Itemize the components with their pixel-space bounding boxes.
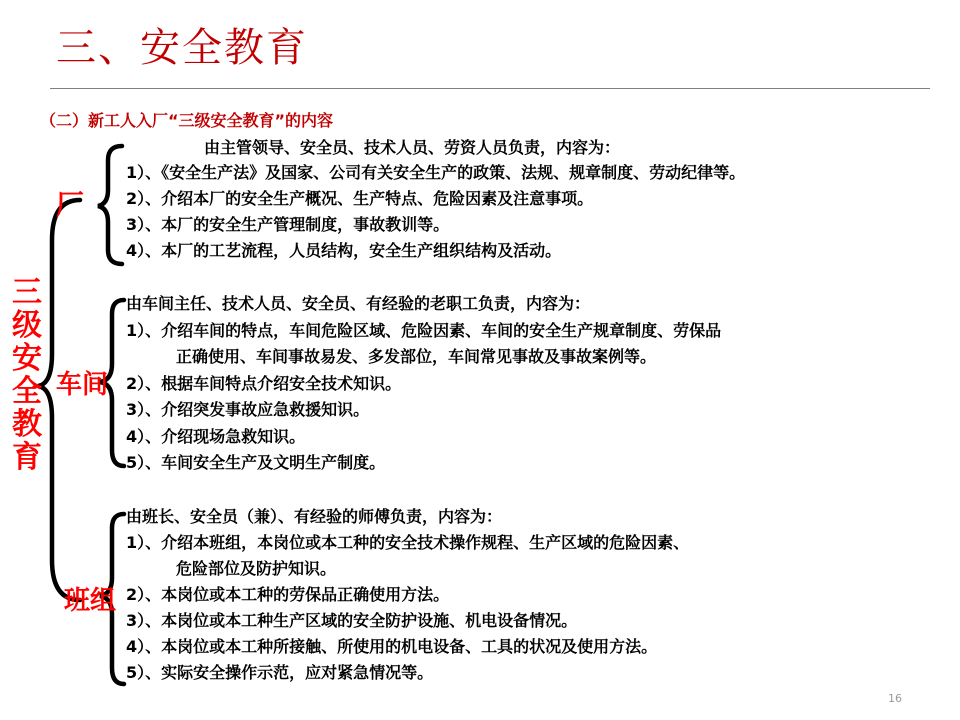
main-label-char: 教 [12, 407, 42, 442]
chejian-item: 3）、介绍突发事故应急救援知识。 [126, 400, 370, 419]
chejian-item: 1）、介绍车间的特点，车间危险区域、危险因素、车间的安全生产规章制度、劳保品 [126, 321, 722, 340]
chejian-item: 2）、根据车间特点介绍安全技术知识。 [126, 374, 402, 393]
team-level-label: 班组 [64, 586, 117, 616]
chang-intro: 由主管领导、安全员、技术人员、劳资人员负责，内容为： [204, 138, 621, 157]
three-level-label [10, 276, 44, 474]
chang-item: 2）、介绍本厂的安全生产概况、生产特点、危险因素及注意事项。 [126, 189, 594, 208]
main-label-char: 育 [12, 440, 42, 475]
banzu-item: 1）、介绍本班组，本岗位或本工种的安全技术操作规程、生产区域的危险因素、 [126, 533, 690, 552]
chejian-intro: 由车间主任、技术人员、安全员、有经验的老职工负责，内容为： [126, 294, 591, 313]
main-label-char: 安 [12, 341, 42, 376]
banzu-item: 危险部位及防护知识。 [176, 559, 337, 578]
title-divider [50, 88, 930, 89]
page-number: 16 [888, 692, 902, 705]
main-label-char: 全 [12, 374, 42, 409]
main-label-char: 三 [12, 275, 42, 310]
chang-brace [98, 146, 122, 264]
chang-item: 4）、本厂的工艺流程，人员结构，安全生产组织结构及活动。 [126, 241, 562, 260]
banzu-item: 4）、本岗位或本工种所接触、所使用的机电设备、工具的状况及使用方法。 [126, 637, 658, 656]
banzu-item: 5）、实际安全操作示范，应对紧急情况等。 [126, 663, 434, 682]
chejian-item: 5）、车间安全生产及文明生产制度。 [126, 453, 386, 472]
slide-subtitle: （二）新工人入厂“三级安全教育”的内容 [40, 111, 334, 130]
slide-title: 三、安全教育 [56, 25, 308, 71]
chejian-item: 正确使用、车间事故易发、多发部位，车间常见事故及事故案例等。 [176, 347, 657, 366]
main-label-char: 级 [12, 308, 42, 343]
workshop-level-label: 车间 [56, 370, 109, 400]
factory-level-label: 厂 [56, 188, 85, 221]
banzu-item: 2）、本岗位或本工种的劳保品正确使用方法。 [126, 585, 450, 604]
banzu-intro: 由班长、安全员（兼）、有经验的师傅负责，内容为： [126, 507, 503, 526]
chejian-item: 4）、介绍现场急救知识。 [126, 427, 306, 446]
chang-item: 1）、《安全生产法》及国家、公司有关安全生产的政策、法规、规章制度、劳动纪律等。 [126, 163, 746, 182]
chang-item: 3）、本厂的安全生产管理制度，事故教训等。 [126, 215, 450, 234]
banzu-item: 3）、本岗位或本工种生产区域的安全防护设施、机电设备情况。 [126, 611, 578, 630]
